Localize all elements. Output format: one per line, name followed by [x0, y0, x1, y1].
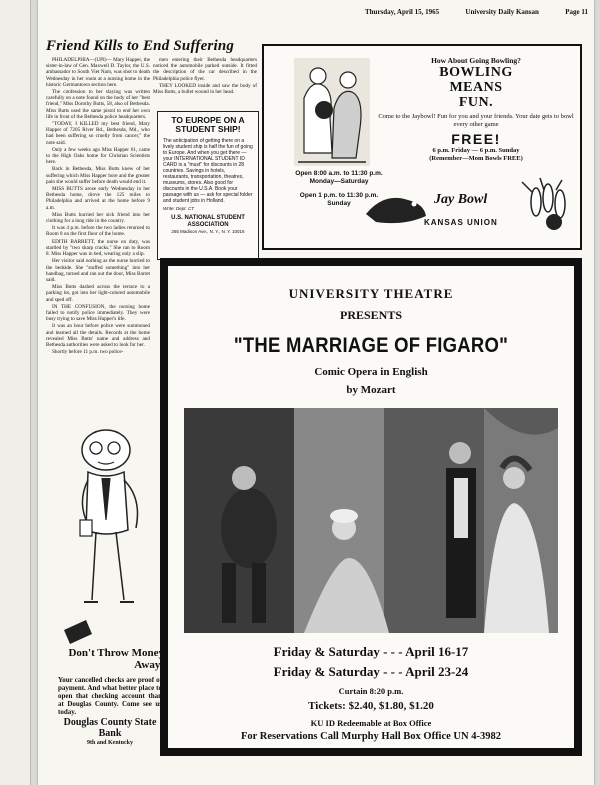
theatre-ad-inner	[168, 266, 574, 748]
header-page-number: Page 11	[565, 8, 588, 16]
europe-ad-write: Write: Dept. CT	[163, 206, 195, 211]
adjacent-page-edge	[0, 0, 31, 785]
reservations-line: For Reservations Call Murphy Hall Box Office UN 4-3982	[241, 731, 501, 742]
bank-ad-headline: Don't Throw Money Away!	[68, 647, 164, 671]
show-dates-2: Friday & Saturday - - - April 23-24	[273, 664, 469, 679]
article-column-1	[46, 57, 150, 412]
theatre-presenter: UNIVERSITY THEATRE	[288, 286, 454, 301]
article-paragraph: men entering their Bethesda headquarters noticed the automobile parked outside. It fitted the description of the car described in the Philadelphia police flyer.	[153, 57, 257, 82]
article-paragraph: Shortly before 11 p.m. two police-	[52, 349, 124, 356]
article-paragraph: Miss Butts hurried her sick friend into her clothing for a long ride in the country.	[46, 211, 150, 225]
hours-sunday: Open 1 p.m. to 11:30 p.m. Sunday	[299, 192, 379, 207]
show-dates-1: Friday & Saturday - - - April 16-17	[273, 644, 469, 659]
bowling-headline-1: BOWLING	[439, 65, 513, 80]
article-column-2	[153, 57, 257, 112]
bowling-headline-3: FUN.	[458, 95, 494, 110]
theatre-presents: PRESENTS	[339, 308, 403, 322]
europe-ad-org: U.S. NATIONAL STUDENT ASSOCIATION	[171, 215, 245, 228]
article-paragraph: EDITH BARRETT, the nurse on duty, was startled by "two sharp cracks." She ran to Room 8. Miss Happer was in bed, wearing only a slip.	[46, 238, 150, 258]
article-paragraph: The confession to her slaying was written carefully on a note found on the body of her "best friend," Miss Dorothy Butts, 58, also of Bethesda. Miss Butts used the same pistol to end her own life in front of the Bethesda police headquarters.	[46, 89, 150, 120]
bowling-invite: Come to the Jaybowl! Fun for you and your friends. Your date gets to bowl every other game	[378, 113, 574, 128]
article-paragraph: Back in Bethesda, Miss Butts knew of her suffering which Miss Happer bore and the greater pain she would suffer before death would end it.	[46, 166, 150, 185]
article-paragraph: THEY LOOKED inside and saw the body of Miss Butts, a bullet wound in her head.	[153, 82, 257, 96]
jay-bowl-location: KANSAS UNION	[424, 218, 498, 227]
article-paragraph: IN THE CONFUSION, the nursing home failed to notify police immediately. They were busy trying to save Miss Happer's life.	[46, 303, 150, 323]
bowling-free: FREE!	[451, 131, 501, 147]
article-paragraph: PHILADELPHIA—(UPI)— Mary Happer, the sister-in-law of Gen. Maxwell D. Taylor, the U.S. ambassador to South Viet Nam, was shot to death Wednesday in her room at a nursing home in the historic Germantown section here.	[46, 57, 150, 88]
article-paragraph: It was 4 p.m. before the two ladies returned to Room 8 on the first floor of the home.	[46, 225, 150, 238]
ku-id-note: KU ID Redeemable at Box Office	[310, 718, 432, 728]
opera-cast-photo	[184, 408, 558, 633]
europe-ad-title: TO EUROPE ON A STUDENT SHIP!	[171, 115, 245, 134]
jay-bowl-ad	[262, 44, 582, 250]
bowling-remember: (Remember—Mom Bowls FREE)	[429, 155, 523, 162]
bank-name: Douglas County State Bank	[63, 717, 157, 739]
jay-bowl-logo	[364, 174, 574, 234]
show-composer: by Mozart	[346, 384, 396, 396]
header-date: Thursday, April 15, 1965	[365, 8, 440, 16]
cartoon-man-throwing-money-illustration	[58, 420, 154, 650]
show-genre: Comic Opera in English	[314, 366, 428, 378]
article-paragraph: "TODAY, I KILLED my best friend, Mary Happer of 7205 River Rd., Bethesda, Md., who had been suffering so cruelly from cancer," the note said.	[46, 121, 150, 146]
bowling-couple-illustration	[294, 58, 370, 166]
show-title: "THE MARRIAGE OF FIGARO"	[233, 334, 509, 357]
europe-student-ship-ad	[157, 111, 259, 260]
bowling-free-when: 6 p.m. Friday — 6 p.m. Sunday	[432, 147, 520, 154]
university-theatre-ad	[160, 258, 582, 756]
page-header	[40, 8, 588, 16]
header-paper-name: University Daily Kansan	[465, 8, 539, 16]
jay-bowl-name: Jay Bowl	[434, 192, 488, 207]
article-paragraph: MISS BUTTS arose early Wednesday in her Bethesda home, drove the 125 miles to Philadelphia and arrived at the home before 9 a.m.	[46, 186, 150, 211]
bank-address: 9th and Kentucky	[86, 740, 133, 746]
bank-ad-body: Your cancelled checks are proof of payment. And what better place to open that checking account than at Douglas County. Come see us today.	[58, 676, 162, 716]
article-paragraph: Miss Butts dashed across the terrace to a parking lot, got into her light-colored automobile and sped off.	[46, 284, 150, 303]
article-headline: Friend Kills to End Suffering	[46, 38, 235, 54]
ticket-prices: Tickets: $2.40, $1.80, $1.20	[308, 700, 434, 712]
article-paragraph: Only a few weeks ago Miss Happer 61, came to the High Oaks home for Christian Scientists here.	[46, 146, 150, 166]
curtain-time: Curtain 8:20 p.m.	[338, 686, 404, 696]
hours-weekday: Open 8:00 a.m. to 11:30 p.m. Monday—Saturday	[295, 170, 383, 185]
article-paragraph: It was an hour before police were summoned and learned all the details. Records at the home revealed Miss Butts' name and address and Bethesda authorities were asked to look for her.	[46, 323, 150, 348]
europe-ad-body: The anticipation of getting there on a lively student ship is half the fun of going to Europe. And when you get there — your INTERNATIONAL STUDENT ID CARD is a "must" for discounts in 28 countries. Savings in hotels, restaurants, transportation, theatres, museums, stores. Also good for discounts in the U.S.A. Book your passage with us — ask for special folder and student jobs in Holland.	[163, 138, 253, 204]
europe-ad-address: 265 Madison Ave., N. Y., N. Y. 10016	[171, 229, 245, 234]
bowling-question: How About Going Bowling?	[431, 56, 521, 65]
bowling-ad-text	[376, 56, 576, 163]
bowling-headline-2: MEANS	[449, 80, 503, 95]
article-paragraph: Her visitor said nothing as the nurse hurried to the bedside. She "stuffed something" into her handbag, turned and ran out the door, Miss Barret said.	[46, 258, 150, 283]
